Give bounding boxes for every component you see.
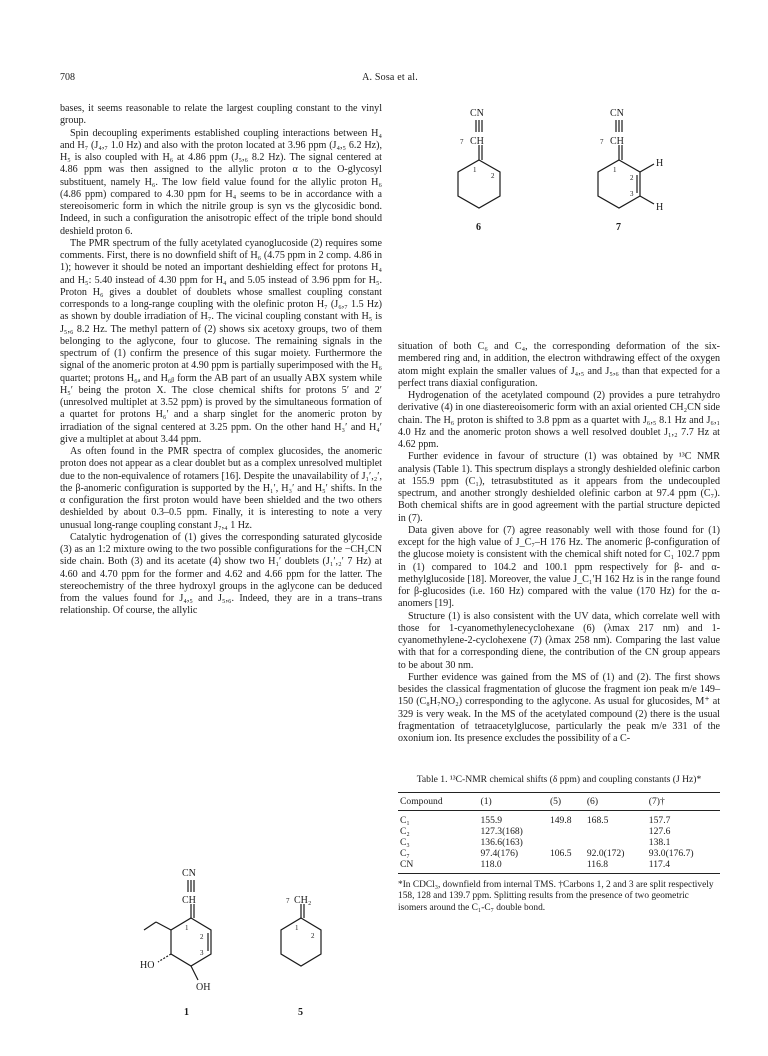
table-cell: 97.4(176) (480, 847, 519, 859)
paragraph: Further evidence in favour of structure (1) was obtained by ¹³C NMR analysis (Table 1). This spectrum displays a strongly deshielded olefinic carbon at 155.9 ppm (C₁), tetrasubstituted as it appears from the undecoupled spectrum, and another strongly deshielded olefinic carbon at 97.4 ppm (C₇). Both chemical shifts are in good agreement with the partial structure depicted in (7). (398, 451, 720, 524)
s7-pos1: 1 (613, 166, 617, 174)
s6-ch: CH (470, 136, 484, 147)
table-header-cell: (7)† (648, 795, 665, 807)
paragraph: As often found in the PMR spectra of complex glucosides, the anomeric proton does not appear as a clear doublet but as a complex unresolved multiplet due to the non-equivalence of rotamers [16]. Despite the unavailability of J₁′,₂′, the β-anomeric configuration is supported by the H₁′, H₃′ and H₅′ shifts. In the α configuration the first proton would have been shielded and the two others deshielded by about 0.3–0.5 ppm. Finally, it is interesting to note a very unusual long-range coupling constant J₇,₄ 1 Hz. (60, 446, 382, 531)
table-cell: 92.0(172) (586, 847, 625, 859)
paragraph: situation of both C₆ and C₄, the corresponding deformation of the six-membered ring and, in addition, the electron withdrawing effect of the oxygen atom might explain the smaller values of J₄,₅ and J₅,₆ than that expected for a perfect trans diaxial configuration. (398, 341, 720, 389)
running-head: A. Sosa et al. (362, 72, 418, 83)
s7-pos2: 2 (630, 174, 634, 182)
s5-pos1: 1 (295, 924, 299, 932)
table-cell: 149.8 (549, 814, 572, 826)
paragraph: Data given above for (7) agree reasonably well with those found for (1) except for the high value of J_C₇–H 176 Hz. The anomeric β-configuration of the glucose moiety is consistent with the chemical shift noted for C₁ 102.7 ppm in (1) compared to 104.2 and 100.1 ppm respectively for β- and α-methylglucoside [18]. Moreover, the value J_C₁′H 162 Hz is in the range found for β-glucosides (i.e. 160 Hz) compared with the value (170 Hz) for the α-anomers [19]. (398, 524, 720, 610)
table-cell: 127.3(168) (480, 825, 523, 837)
table-cell: 93.0(176.7) (648, 847, 694, 859)
paragraph: Catalytic hydrogenation of (1) gives the corresponding saturated glycoside (3) as an 1:2 mixture owing to the two possible configurations for the −CH₂CN side chain. Both (3) and its acetate (4) show two H₁′ doublets (J₁′,₂′ 7 Hz) at 4.60 and 4.70 ppm for the former and 4.62 and 4.66 ppm for the latter. The stereochemistry of the three hydroxyl groups in the aglycone can be deduced from the values found for J₄,₅ and J₅,₆. Indeed, they are in a trans–trans relationship. Of course, the allylic (60, 531, 382, 617)
table-header-cell: (1) (480, 795, 492, 807)
s1-label: 1 (184, 1007, 189, 1018)
table-row (398, 848, 720, 859)
s6-pos2: 2 (491, 172, 495, 180)
table-cell: 155.9 (480, 814, 503, 826)
s5-pos2: 2 (311, 932, 315, 940)
paragraph: Hydrogenation of the acetylated compound (2) provides a pure tetrahydro derivative (4) in one diastereoisomeric form with an axial oriented CH₂CN side chain. The H₆ proton is shifted to 3.8 ppm as a quartet with J₆,₅ 8.1 Hz and J₆,₁ 4.0 Hz and the anomeric proton shows a well resolved doublet J₁,₂ 7.7 Hz at 4.62 ppm. (398, 390, 720, 450)
s7-ch: CH (610, 136, 624, 147)
table-body (398, 810, 720, 873)
table-cell: 168.5 (586, 814, 609, 826)
s5-ch2: CH₂ (294, 895, 312, 906)
table-row (398, 826, 720, 837)
table-cell: C₁ (400, 814, 410, 826)
table-cell: 118.0 (480, 858, 502, 870)
s7-cn: CN (610, 108, 624, 119)
nmr-table (398, 792, 720, 874)
table-cell: 136.6(163) (480, 836, 523, 848)
table-footnote: *In CDCl₃, downfield from internal TMS. †Carbons 1, 2 and 3 are split respectively 158, 128 and 139.7 ppm. Splitting results from the presence of two geometric isomers around the C₁-C₇ double bond. (398, 879, 714, 913)
table-row (398, 859, 720, 874)
table-cell: CN (400, 858, 414, 870)
s1-cn: CN (182, 868, 196, 879)
table-cell: C₃ (400, 836, 410, 848)
table-cell: 106.5 (549, 847, 572, 859)
s1-oh: OH (196, 982, 211, 993)
s5-label: 5 (298, 1007, 303, 1018)
table-cell: 127.6 (648, 825, 671, 837)
table-1 (398, 774, 720, 914)
s1-pos1: 1 (185, 924, 189, 932)
table-header-cell: Compound (400, 795, 443, 807)
table-cell (548, 859, 585, 874)
s1-ho: HO (140, 960, 155, 971)
right-column (398, 341, 720, 745)
s7-h-top: H (656, 158, 664, 169)
s7-label: 7 (616, 222, 621, 233)
table-header-cell: (6) (586, 795, 599, 807)
paragraph: Structure (1) is also consistent with the UV data, which correlate well with those for 1-cyanomethylenecyclohexane (6) (λmax 217 nm) and 1-cyanomethylene-2-cyclohexene (7) (λmax 258 nm). Comparing the last value with that for a corresponding diene, the contribution of the CN group appears to be about 30 nm. (398, 610, 720, 671)
s1-pos3: 3 (200, 949, 204, 957)
table-cell: C₂ (400, 825, 410, 837)
table-cell (548, 826, 585, 837)
figure-structures-1-5 (60, 860, 382, 1030)
s6-cn: CN (470, 108, 484, 119)
table-row (398, 837, 720, 848)
table-cell (548, 837, 585, 848)
s1-pos2: 2 (200, 933, 204, 941)
paragraph: Spin decoupling experiments established coupling interactions between H₄ and H₇ (J₄,₇ 1.0 Hz) and also with the proton located at 3.96 ppm (J₄,₅ 6.2 Hz), H₅ is also coupled with H₆ at 4.86 ppm (J₅,₆ 8.2 Hz). The signal centered at 4.86 ppm was then assigned to the allylic proton α to the O-glycosyl substituent, namely H₆. The low field value found for the allylic proton H₆ (4.86 ppm) compared to 4.30 ppm for H₄ seems to be in accordance with a stereoisomeric form in which the nitrile group is syn vs the glycosidic bond. Indeed, in such a configuration the anisotropic effect of the triple bond should deshield proton 6. (60, 127, 382, 237)
figure-structures-6-7 (398, 100, 720, 336)
s6-pos1: 1 (473, 166, 477, 174)
structures-1-5-drawing (60, 860, 382, 1030)
paragraph: bases, it seems reasonable to relate the largest coupling constant to the vinyl group. (60, 103, 382, 127)
paragraph: The PMR spectrum of the fully acetylated cyanoglucoside (2) requires some comments. First, there is no downfield shift of H₆ (4.75 ppm in 2 comp. 4.86 in 1); however it should be noted an important deshielding effect for protons H₄ and H₅: 5.40 instead of 4.30 ppm for H₄ and 5.05 instead of 3.96 ppm for H₅. Proton H₆ gives a doublet of doublets whose smallest coupling constant corresponds to a long-range coupling with the olefinic proton H₇ (J₆,₇ 1.5 Hz) as shown by double irradiation of H₇. The vicinal coupling constant with H₅ is J₅,₆ 8.2 Hz. The methyl pattern of (2) shows six acetoxy groups, two of them belonging to the aglycone, four to glucose. The remaining signals in the spectrum of (1) confirm the presence of this sugar moiety. Furthermore the signal of the anomeric proton at 4.90 ppm is partially superimposed with the H₆ quartet; protons H₆ₐ and H₆ᵦ form the AB part of an usually ABX system while H₅′ being the proton X. The close chemical shifts for protons 5′ and 2′ (unresolved multiplet at 3.52 ppm) is proved by the simultaneous formation of a quartet for protons H₆′ and a sharp singlet for the anomeric proton by irradiation of the signal centered at 3.25 ppm. On the other hand H₃′ and H₄′ give a multiplet at about 3.44 ppm. (60, 237, 382, 445)
table-cell: 116.8 (586, 858, 609, 870)
table-row (398, 810, 720, 826)
s6-label: 6 (476, 222, 481, 233)
table-cell: 138.1 (648, 836, 671, 848)
table-cell (585, 826, 647, 837)
paragraph: Further evidence was gained from the MS of (1) and (2). The first shows besides the classical fragmentation of glucose the fragment ion peak m/e 149–150 (C₈H₇NO₂) corresponding to the aglycone. As usual for glucosides, M⁺ at 329 is very weak. In the MS of the acetylated compound (2) there is the usual fragmentation of tetraacetylglucose, particularly the peak m/e 331 of the oxonium ion. Its presence excludes the possibility of a C- (398, 671, 720, 744)
page-number: 708 (60, 72, 75, 83)
table-header-cell: (5) (549, 795, 562, 807)
s5-pos7: 7 (286, 897, 290, 905)
table-cell (585, 837, 647, 848)
structures-6-7-drawing (398, 100, 720, 336)
s1-ch: CH (182, 895, 196, 906)
left-column (60, 103, 382, 618)
table-header-row (398, 792, 720, 810)
table-cell: C₇ (400, 847, 410, 859)
s7-pos3: 3 (630, 190, 634, 198)
s7-pos7: 7 (600, 138, 604, 146)
s7-h-bottom: H (656, 202, 664, 213)
table-cell: 117.4 (648, 858, 671, 870)
table-cell: 157.7 (648, 814, 671, 826)
table-caption: Table 1. ¹³C-NMR chemical shifts (δ ppm) and coupling constants (J Hz)* (416, 774, 702, 785)
s6-pos7: 7 (460, 138, 464, 146)
